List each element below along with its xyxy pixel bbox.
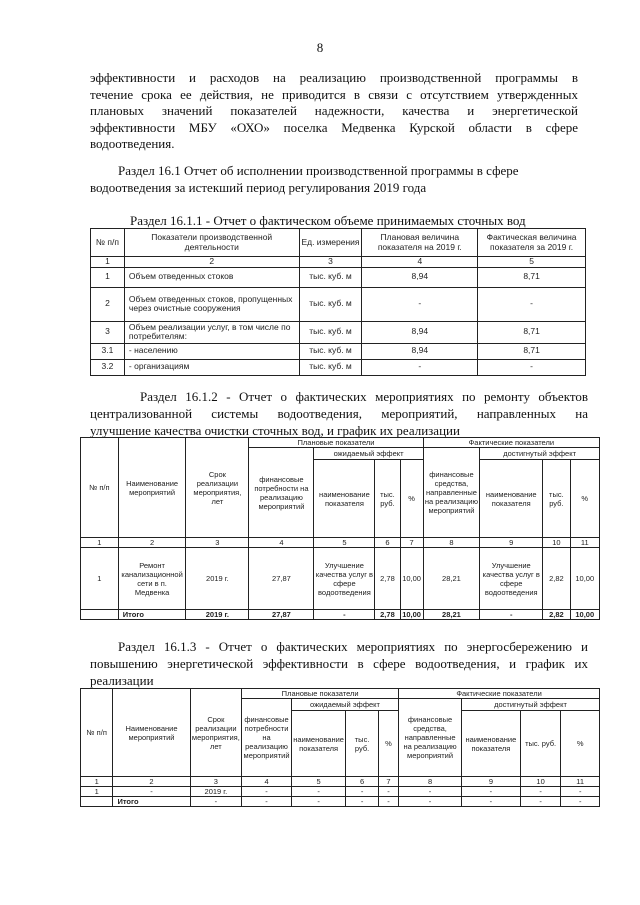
cell-name: - населению: [124, 343, 299, 359]
header-fin-spent: финансовые средства, направленные на реализацию мероприятий: [399, 699, 462, 777]
col-number: 4: [249, 538, 314, 548]
header-name: Наименование мероприятий: [113, 689, 190, 777]
col-number: 8: [423, 538, 480, 548]
cell-num: 2: [91, 287, 125, 321]
intro-line: течение срока ее действия, не приводится в связи с отсутствием утвержденных: [90, 86, 578, 102]
header-pct: %: [570, 460, 599, 538]
col-number: 2: [124, 257, 299, 268]
col-number: 5: [314, 538, 375, 548]
cell-rub: -: [346, 787, 378, 797]
table-row: [91, 343, 586, 359]
col-number: 3: [186, 538, 249, 548]
col-number: 11: [570, 538, 599, 548]
header-cell: Фактическая величина показателя за 2019 г.: [478, 229, 586, 257]
cell-fin: -: [399, 787, 462, 797]
col-number: 6: [375, 538, 400, 548]
cell-num: 3.2: [91, 359, 125, 375]
cell-pct: 10,00: [400, 548, 423, 610]
cell-num: 1: [81, 548, 119, 610]
section-16-1-2-heading-cont: [90, 405, 588, 439]
cell-pct: -: [561, 787, 600, 797]
header-pct: %: [400, 460, 423, 538]
col-number: 7: [378, 777, 398, 787]
col-number: 3: [190, 777, 242, 787]
intro-line: плановых значений показателей надежности, качества и энергетической: [90, 103, 578, 118]
header-actual: Фактические показатели: [423, 438, 599, 448]
header-fin-need: финансовые потребности на реализацию мероприятий: [242, 699, 292, 777]
col-number: 4: [242, 777, 292, 787]
cell-num: 1: [91, 267, 125, 287]
col-number: 10: [520, 777, 561, 787]
cell-plan: 8,94: [362, 321, 478, 343]
section-line: централизованной системы водоотведения, мероприятий, направленных на: [90, 406, 588, 421]
cell-rub: -: [346, 797, 378, 807]
col-number: 4: [362, 257, 478, 268]
cell-name: Объем отведенных стоков: [124, 267, 299, 287]
section-16-1-3-heading-cont: [90, 655, 588, 689]
table-total-row: [81, 610, 600, 620]
cell-fin: -: [399, 797, 462, 807]
table-total-row: [81, 797, 600, 807]
cell-pct: -: [378, 797, 398, 807]
col-number: 2: [113, 777, 190, 787]
col-number: 1: [81, 777, 113, 787]
header-expected: ожидаемый эффект: [314, 448, 423, 460]
header-pct: %: [378, 711, 398, 777]
col-number: 1: [81, 538, 119, 548]
cell-num: 1: [81, 787, 113, 797]
header-name: Наименование мероприятий: [118, 438, 186, 538]
section-line: улучшение качества очистки сточных вод, и график их реализации: [90, 423, 460, 438]
cell-effect: Улучшение качества услуг в сфере водоотведения: [480, 548, 543, 610]
header-actual: Фактические показатели: [399, 689, 600, 699]
section-16-1-heading: [118, 162, 588, 179]
cell-unit: тыс. куб. м: [299, 267, 362, 287]
cell-effect: -: [461, 787, 520, 797]
cell-fin: 27,87: [249, 610, 314, 620]
cell-rub: 2,78: [375, 548, 400, 610]
cell-unit: тыс. куб. м: [299, 321, 362, 343]
cell-unit: тыс. куб. м: [299, 343, 362, 359]
section-16-1-3-heading: [118, 638, 588, 655]
col-number: 1: [91, 257, 125, 268]
page-number: 8: [316, 40, 324, 55]
cell-fact: 8,71: [478, 267, 586, 287]
cell-name: Объем отведенных стоков, пропущенных через очистные сооружения: [124, 287, 299, 321]
cell-num: 3.1: [91, 343, 125, 359]
section-line: повышению энергетической эффективности в сфере водоотведения, и график их: [90, 656, 588, 671]
header-term: Срок реализации мероприятия, лет: [190, 689, 242, 777]
cell-effect: -: [461, 797, 520, 807]
section-line: водоотведения за истекший период регулирования 2019 года: [90, 180, 427, 195]
header-rub: тыс. руб.: [375, 460, 400, 538]
header-achieved: достигнутый эффект: [461, 699, 599, 711]
cell-fin: 28,21: [423, 610, 480, 620]
header-ind-name: наименование показателя: [291, 711, 345, 777]
table-row: [91, 359, 586, 375]
cell-pct: 10,00: [400, 610, 423, 620]
cell-total-label: Итого: [118, 610, 186, 620]
section-line: реализации: [90, 673, 154, 688]
intro-paragraph: [90, 70, 578, 153]
cell-fact: 8,71: [478, 321, 586, 343]
header-pct: %: [561, 711, 600, 777]
cell-effect: Улучшение качества услуг в сфере водоотведения: [314, 548, 375, 610]
cell-plan: 8,94: [362, 343, 478, 359]
intro-line: эффективности и расходов на реализацию производственной программы в: [90, 70, 578, 85]
header-cell: № п/п: [91, 229, 125, 257]
col-number: 9: [461, 777, 520, 787]
cell-plan: -: [362, 287, 478, 321]
cell-unit: тыс. куб. м: [299, 287, 362, 321]
cell-name: -: [113, 787, 190, 797]
table-16-1-3: [80, 688, 600, 807]
cell-name: Ремонт канализационной сети в п. Медвенка: [118, 548, 186, 610]
cell-num: 3: [91, 321, 125, 343]
cell-pct: 10,00: [570, 548, 599, 610]
table-row: [81, 787, 600, 797]
cell-name: Объем реализации услуг, в том числе по потребителям:: [124, 321, 299, 343]
table-row: [91, 267, 586, 287]
cell-rub: 2,82: [543, 548, 570, 610]
header-rub: тыс. руб.: [520, 711, 561, 777]
header-cell: Показатели производственной деятельности: [124, 229, 299, 257]
header-num: № п/п: [81, 438, 119, 538]
cell-rub: 2,82: [543, 610, 570, 620]
cell-plan: 8,94: [362, 267, 478, 287]
cell-name: - организациям: [124, 359, 299, 375]
header-expected: ожидаемый эффект: [291, 699, 398, 711]
header-cell: Плановая величина показателя на 2019 г.: [362, 229, 478, 257]
table-row: [91, 321, 586, 343]
header-cell: Ед. измерения: [299, 229, 362, 257]
header-fin-need: финансовые потребности на реализацию мероприятий: [249, 448, 314, 538]
col-number: 10: [543, 538, 570, 548]
cell-term: 2019 г.: [186, 610, 249, 620]
intro-line: водоотведения.: [90, 136, 175, 151]
cell-fact: 8,71: [478, 343, 586, 359]
header-num: № п/п: [81, 689, 113, 777]
col-number: 11: [561, 777, 600, 787]
cell-effect: -: [480, 610, 543, 620]
table-row: [81, 548, 600, 610]
cell-fin: -: [242, 787, 292, 797]
cell-term: -: [190, 797, 242, 807]
table-16-1-2: [80, 437, 600, 620]
cell-term: 2019 г.: [186, 548, 249, 610]
col-number: 5: [478, 257, 586, 268]
table1-title: Раздел 16.1.1 - Отчет о фактическом объеме принимаемых сточных вод: [130, 213, 526, 228]
cell-effect: -: [314, 610, 375, 620]
section-16-1-heading-cont: [90, 179, 578, 196]
col-number: 5: [291, 777, 345, 787]
cell-fin: -: [242, 797, 292, 807]
cell-effect: -: [291, 787, 345, 797]
table-row: [91, 287, 586, 321]
header-ind-name: наименование показателя: [314, 460, 375, 538]
header-planned: Плановые показатели: [249, 438, 423, 448]
header-rub: тыс. руб.: [543, 460, 570, 538]
col-number: 3: [299, 257, 362, 268]
section-line: Раздел 16.1.3 - Отчет о фактических мероприятиях по энергосбережению и: [118, 639, 588, 654]
cell-rub: -: [520, 797, 561, 807]
header-fin-spent: финансовые средства, направленные на реализацию мероприятий: [423, 448, 480, 538]
header-planned: Плановые показатели: [242, 689, 399, 699]
section-line: Раздел 16.1 Отчет об исполнении производственной программы в сфере: [118, 163, 519, 178]
col-number: 7: [400, 538, 423, 548]
header-term: Срок реализации мероприятия, лет: [186, 438, 249, 538]
col-number: 9: [480, 538, 543, 548]
col-number: 2: [118, 538, 186, 548]
intro-line: эффективности МБУ «ОХО» поселка Медвенка Курской области в сфере: [90, 119, 578, 135]
section-line: Раздел 16.1.2 - Отчет о фактических мероприятиях по ремонту объектов: [140, 389, 588, 404]
cell-pct: -: [561, 797, 600, 807]
col-number: 6: [346, 777, 378, 787]
header-achieved: достигнутый эффект: [480, 448, 600, 460]
cell-plan: -: [362, 359, 478, 375]
cell-term: 2019 г.: [190, 787, 242, 797]
section-16-1-2-heading: [140, 388, 588, 405]
cell-fin: 28,21: [423, 548, 480, 610]
header-ind-name: наименование показателя: [480, 460, 543, 538]
cell-effect: -: [291, 797, 345, 807]
cell-fact: -: [478, 359, 586, 375]
table-16-1-1: [90, 228, 586, 376]
header-rub: тыс. руб.: [346, 711, 378, 777]
cell-unit: тыс. куб. м: [299, 359, 362, 375]
cell-fin: 27,87: [249, 548, 314, 610]
cell-pct: -: [378, 787, 398, 797]
cell-total-label: Итого: [113, 797, 190, 807]
cell-pct: 10,00: [570, 610, 599, 620]
header-ind-name: наименование показателя: [461, 711, 520, 777]
cell-rub: 2,78: [375, 610, 400, 620]
col-number: 8: [399, 777, 462, 787]
cell-fact: -: [478, 287, 586, 321]
cell-rub: -: [520, 787, 561, 797]
